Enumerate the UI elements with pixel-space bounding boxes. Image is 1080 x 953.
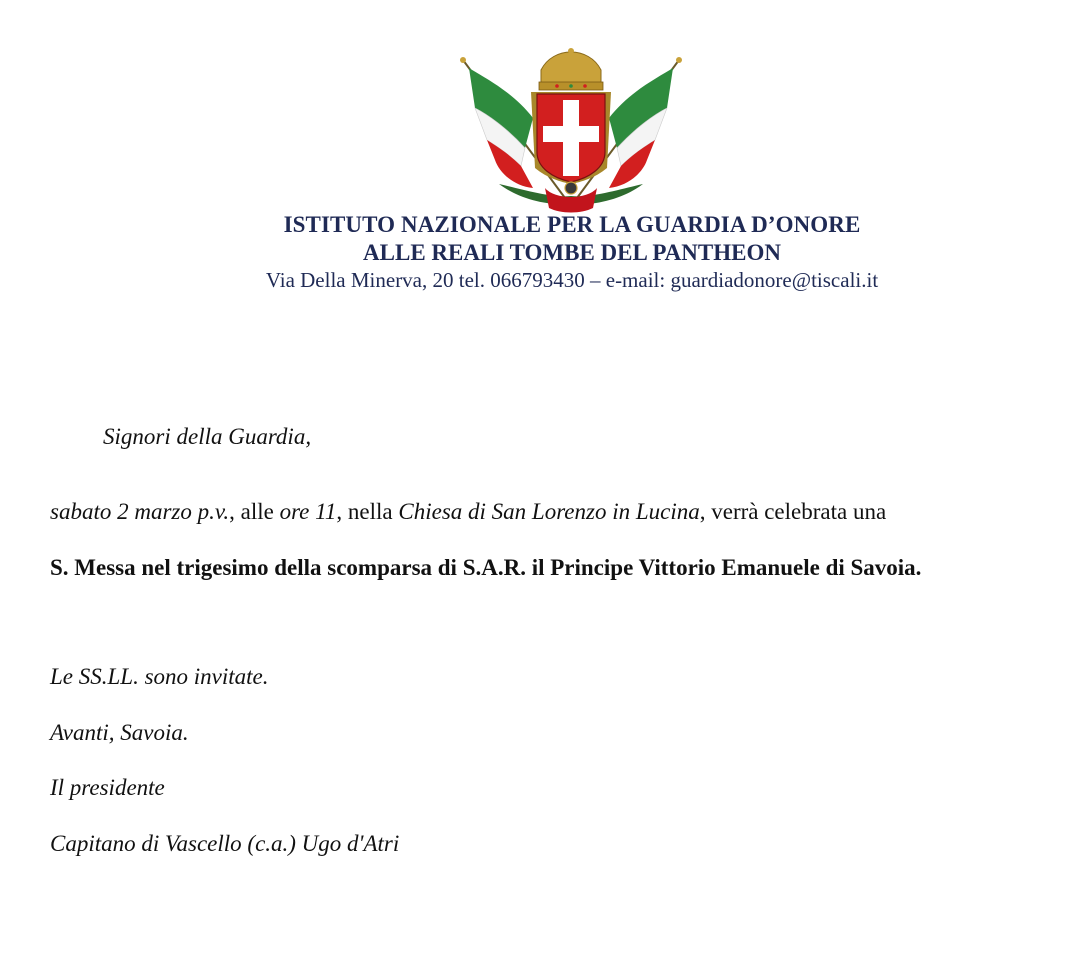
- institute-name-line2: ALLE REALI TOMBE DEL PANTHEON: [363, 240, 781, 265]
- crown-jewel: [555, 84, 559, 88]
- event-place: Chiesa di San Lorenzo in Lucina: [398, 499, 700, 524]
- motto-line: Avanti, Savoia.: [50, 720, 189, 745]
- salutation: Signori della Guardia,: [103, 424, 312, 449]
- event-details-line: [50, 499, 886, 525]
- invitation-line: Le SS.LL. sono invitate.: [50, 664, 269, 689]
- institute-name-line1: ISTITUTO NAZIONALE PER LA GUARDIA D’ONORE: [283, 212, 861, 237]
- signer-role: Il presidente: [50, 775, 165, 800]
- left-finial: [460, 57, 466, 63]
- mass-announcement: S. Messa nel trigesimo della scomparsa di S.A.R. il Principe Vittorio Emanuele di Savoia.: [50, 555, 922, 580]
- savoy-coat-of-arms-emblem: [455, 48, 687, 216]
- institute-address-contact: Via Della Minerva, 20 tel. 066793430 – e-mail: guardiadonore@tiscali.it: [265, 268, 879, 292]
- savoy-cross-horizontal: [543, 126, 599, 142]
- event-sep-1: , alle: [229, 499, 280, 524]
- collar-medallion: [565, 182, 577, 194]
- crown-icon: [541, 52, 601, 86]
- crown-orb: [568, 48, 574, 54]
- crown-jewel: [569, 84, 573, 88]
- event-sep-2: , nella: [336, 499, 399, 524]
- event-rest: , verrà celebrata una: [699, 499, 887, 524]
- crown-jewel: [583, 84, 587, 88]
- event-time: ore 11: [279, 499, 337, 524]
- signer-name: Capitano di Vascello (c.a.) Ugo d'Atri: [50, 831, 400, 856]
- right-finial: [676, 57, 682, 63]
- event-date: sabato 2 marzo p.v.: [50, 499, 230, 524]
